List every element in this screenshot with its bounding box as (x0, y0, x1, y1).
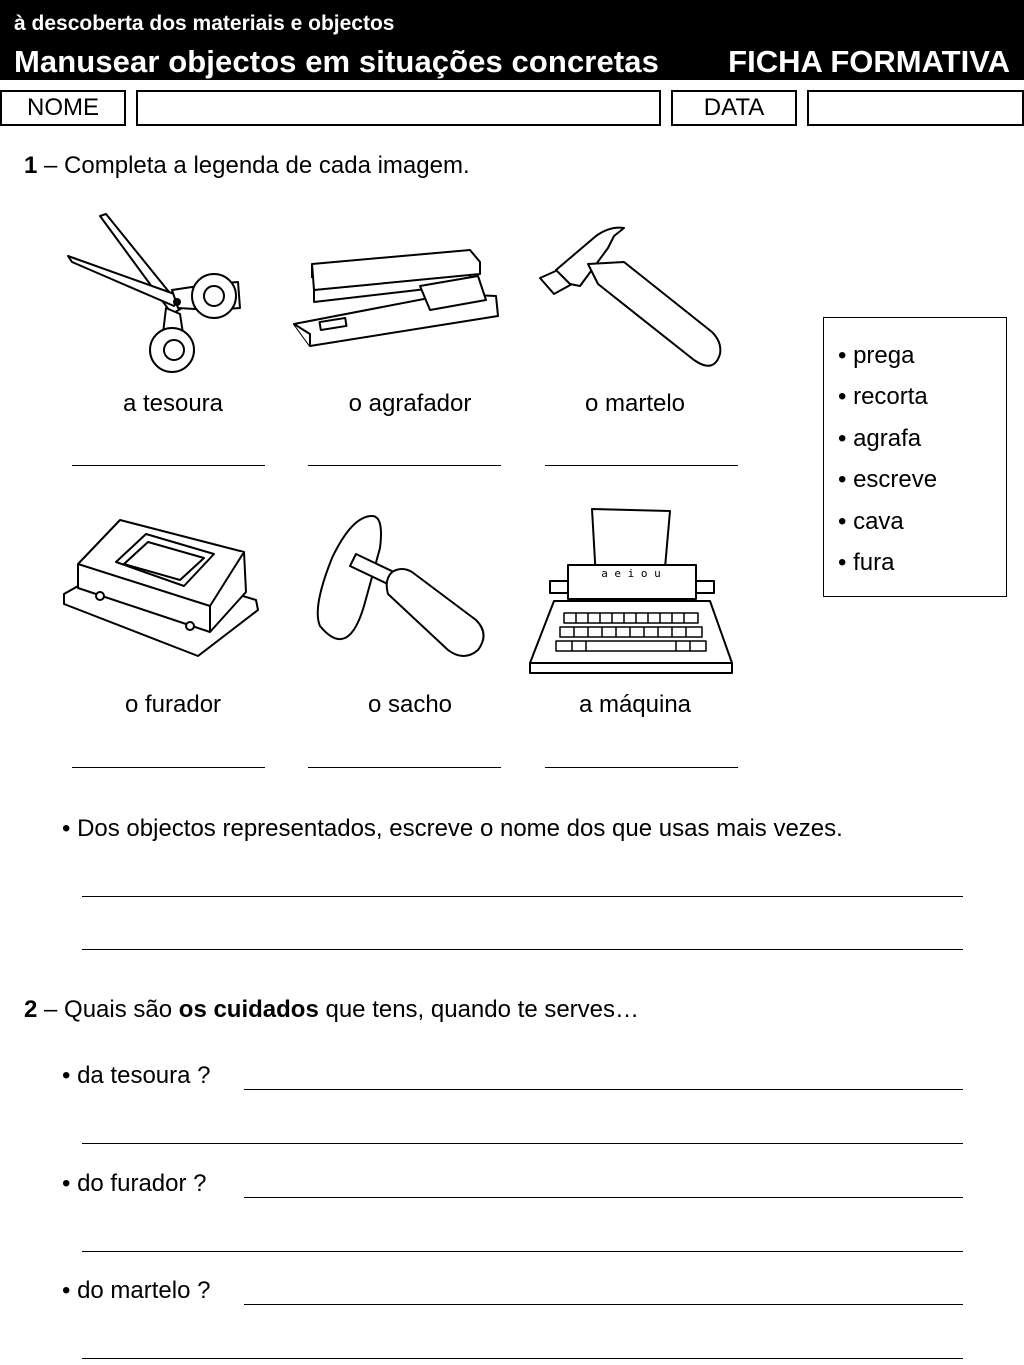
date-label-box (671, 90, 797, 126)
care-answer-hole-punch-line-1[interactable] (244, 1197, 963, 1198)
page-title: Manusear objectos em situações concretas (14, 44, 659, 79)
worksheet-badge: FICHA FORMATIVA (728, 44, 1010, 79)
answer-line-hammer[interactable] (545, 465, 738, 466)
most-used-answer-line-2[interactable] (82, 949, 963, 950)
stapler-icon (290, 240, 505, 355)
date-field[interactable] (807, 90, 1024, 126)
word-bank-item: • agrafa (838, 425, 922, 452)
caption-hoe: o sacho (367, 691, 453, 718)
header-subtitle: à descoberta dos materiais e objectos (14, 12, 395, 35)
word-bank-item: • recorta (838, 383, 928, 410)
question-2-number: 2 (24, 996, 38, 1023)
scissors-icon (62, 210, 252, 380)
care-answer-hammer-line-1[interactable] (244, 1304, 963, 1305)
care-answer-hammer-line-2[interactable] (82, 1358, 963, 1359)
care-answer-scissors-line-2[interactable] (82, 1143, 963, 1144)
question-2-text-after: que tens, quando te serves… (318, 996, 640, 1023)
header-bar (0, 0, 1024, 80)
caption-hammer: o martelo (584, 390, 686, 417)
care-answer-hole-punch-line-2[interactable] (82, 1251, 963, 1252)
word-bank-item: • fura (838, 549, 895, 576)
word-bank-item: • cava (838, 508, 904, 535)
word-bank-item: • prega (838, 342, 915, 369)
care-question-scissors: • da tesoura ? (62, 1062, 211, 1089)
hammer-icon (536, 222, 731, 377)
caption-typewriter: a máquina (578, 691, 692, 718)
care-answer-scissors-line-1[interactable] (244, 1089, 963, 1090)
typewriter-paper-text: a e i o u (601, 567, 661, 580)
name-field[interactable] (136, 90, 661, 126)
date-label: DATA (703, 94, 765, 121)
typewriter-icon (524, 505, 739, 680)
answer-line-hoe[interactable] (308, 767, 501, 768)
care-question-hole-punch: • do furador ? (62, 1170, 207, 1197)
question-2-heading (24, 996, 639, 1024)
word-bank (823, 317, 1007, 597)
most-used-question: • Dos objectos representados, escreve o nome dos que usas mais vezes. (62, 815, 843, 842)
care-question-hammer: • do martelo ? (62, 1277, 211, 1304)
answer-line-typewriter[interactable] (545, 767, 738, 768)
question-1-number: 1 (24, 152, 38, 179)
word-bank-item: • escreve (838, 466, 938, 493)
question-1-text: – Completa a legenda de cada imagem. (37, 152, 470, 179)
caption-stapler: o agrafador (348, 390, 472, 417)
question-1-heading (24, 152, 470, 180)
hoe-icon (308, 510, 488, 660)
question-2-text-before: – Quais são (37, 996, 179, 1023)
hole-punch-icon (60, 514, 265, 664)
answer-line-scissors[interactable] (72, 465, 265, 466)
answer-line-hole-punch[interactable] (72, 767, 265, 768)
question-2-text-bold: os cuidados (178, 996, 319, 1023)
name-label: NOME (27, 94, 99, 121)
caption-scissors: a tesoura (122, 390, 224, 417)
answer-line-stapler[interactable] (308, 465, 501, 466)
name-label-box (0, 90, 126, 126)
most-used-answer-line-1[interactable] (82, 896, 963, 897)
caption-hole-punch: o furador (124, 691, 222, 718)
